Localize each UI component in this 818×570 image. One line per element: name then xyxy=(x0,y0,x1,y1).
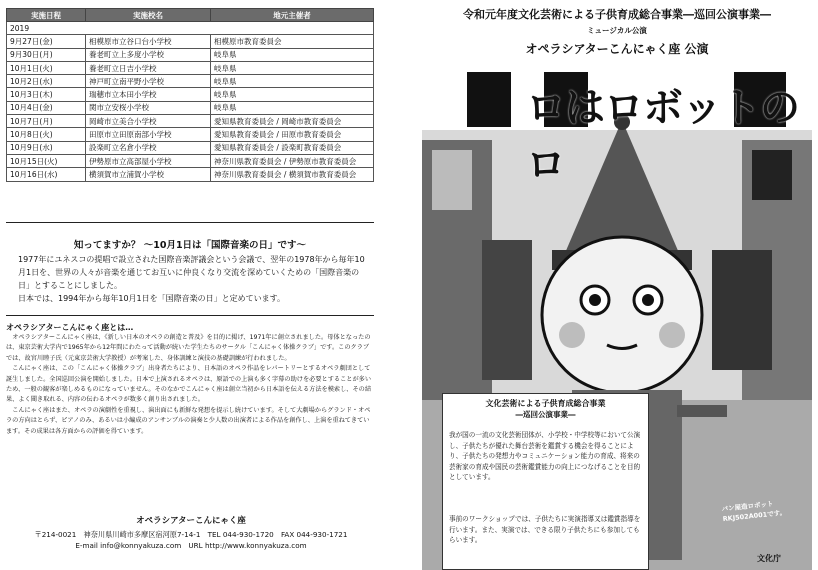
info-paragraph-2: 事前のワークショップでは、子供たちに実演指導又は鑑賞指導を行います。また、実演では、できる限り子供たちにも参加してもらいます。 xyxy=(449,515,641,545)
right-page xyxy=(409,0,818,570)
schedule-cell-organizer: 愛知県教育委員会 / 岡崎市教育委員会 xyxy=(211,115,374,128)
schedule-cell-school: 横須賀市立浦賀小学校 xyxy=(86,168,211,181)
schedule-cell-organizer: 岐阜県 xyxy=(211,48,374,61)
schedule-cell-date: 9月30日(月) xyxy=(7,48,86,61)
music-day-paragraph-1: 1977年にユネスコの提唱で設立された国際音楽評議会という会議で、翌年の1978年から毎年10月1日を、世界の人々が音楽を通じてお互いに仲良くなり交流を深めていくための「国際音楽の日」とすることにしました。 xyxy=(18,255,365,290)
schedule-cell-school: 伊勢原市立高部屋小学校 xyxy=(86,154,211,167)
schedule-cell-school: 養老町立日吉小学校 xyxy=(86,61,211,74)
schedule-cell-organizer: 岐阜県 xyxy=(211,101,374,114)
robot-side-note: パン屋造ロボットRKJ502A001です。 xyxy=(721,499,787,524)
schedule-cell-organizer: 岐阜県 xyxy=(211,75,374,88)
schedule-row xyxy=(7,88,374,101)
music-day-title: 知ってますか？ 〜10月1日は「国際音楽の日」です〜 xyxy=(73,240,307,251)
schedule-cell-school: 相模原市立谷口台小学校 xyxy=(86,35,211,48)
schedule-header-row xyxy=(7,9,374,22)
header-school: 実施校名 xyxy=(86,9,211,22)
schedule-cell-school: 養老町立上多度小学校 xyxy=(86,48,211,61)
header-organizer: 地元主催者 xyxy=(211,9,374,22)
poster xyxy=(422,0,812,570)
music-day-paragraph-2: 日本では、1994年から毎年10月1日を「国際音楽の日」と定めています。 xyxy=(18,294,285,303)
schedule-cell-school: 田原市立田原南部小学校 xyxy=(86,128,211,141)
program-info-box xyxy=(442,393,649,570)
about-paragraph-1: オペラシアターこんにゃく座は、《新しい日本のオペラの創造と普及》を目的に掲げ、1971年に創立されました。母体となったのは、東京芸術大学内で1965年から12年間にわたって活動が続いた学生たちのサークル「こんにゃく体操クラブ」です。このクラブでは、故宮川睦子氏（元東京芸術大学教授）が考案した、身体訓練と演技の基礎訓練が行われました。 xyxy=(6,334,371,362)
schedule-cell-date: 10月1日(火) xyxy=(7,61,86,74)
schedule-cell-date: 10月16日(水) xyxy=(7,168,86,181)
header-date: 実施日程 xyxy=(7,9,86,22)
schedule-cell-organizer: 愛知県教育委員会 / 田原市教育委員会 xyxy=(211,128,374,141)
schedule-row xyxy=(7,35,374,48)
contact-web: E-mail info@konnyakuza.com URL http://www.konnyakuza.com xyxy=(75,541,307,550)
schedule-row xyxy=(7,115,374,128)
schedule-cell-organizer: 相模原市教育委員会 xyxy=(211,35,374,48)
schedule-cell-organizer: 愛知県教育委員会 / 設楽町教育委員会 xyxy=(211,141,374,154)
info-paragraph-1: 我が国の一流の文化芸術団体が、小学校・中学校等において公演し、子供たちが優れた舞台芸術を鑑賞する機会を得ることにより、子供たちの発想力やコミュニケーション能力の育成、将来の芸術家の育成や国民の芸術鑑賞能力の向上につなげることを目的としています。 xyxy=(449,431,641,482)
schedule-cell-date: 10月7日(月) xyxy=(7,115,86,128)
poster-line-3: オペラシアターこんにゃく座 公演 xyxy=(525,42,709,56)
schedule-cell-organizer: 神奈川県教育委員会 / 伊勢原市教育委員会 xyxy=(211,154,374,167)
schedule-row xyxy=(7,141,374,154)
agency-logo: 文化庁 xyxy=(757,554,781,563)
schedule-row xyxy=(7,101,374,114)
schedule-cell-date: 10月3日(木) xyxy=(7,88,86,101)
schedule-cell-date: 10月2日(水) xyxy=(7,75,86,88)
schedule-row xyxy=(7,168,374,181)
contact-org: オペラシアターこんにゃく座 xyxy=(136,516,246,526)
about-heading: オペラシアターこんにゃく座とは… xyxy=(6,323,134,332)
about-paragraph-3: こんにゃく座はまた、オペラの演劇性を重視し、演出面にも新鮮な発想を提示し続けています。そして大劇場からグランド・オペラの方向はとらず、ピアノのみ、あるいは小編成のアンサンブルの演奏と少人数の出演者による作品を創作し、上演を重ねてきています。その成果は各方面からの評価を得ています。 xyxy=(6,406,371,435)
music-day-box xyxy=(6,222,374,316)
schedule-row xyxy=(7,48,374,61)
year-row xyxy=(7,22,374,35)
poster-line-1: 令和元年度文化芸術による子供育成総合事業―巡回公演事業― xyxy=(463,8,771,21)
schedule-cell-organizer: 岐阜県 xyxy=(211,88,374,101)
schedule-table xyxy=(6,8,374,182)
schedule-cell-date: 10月4日(金) xyxy=(7,101,86,114)
schedule-cell-school: 関市立安桜小学校 xyxy=(86,101,211,114)
schedule-cell-school: 設楽町立名倉小学校 xyxy=(86,141,211,154)
schedule-cell-school: 岡崎市立美合小学校 xyxy=(86,115,211,128)
schedule-cell-school: 神戸町立南平野小学校 xyxy=(86,75,211,88)
schedule-cell-date: 10月8日(火) xyxy=(7,128,86,141)
poster-line-2: ミュージカル公演 xyxy=(587,26,647,35)
schedule-row xyxy=(7,61,374,74)
schedule-row xyxy=(7,154,374,167)
poster-title xyxy=(474,70,804,188)
schedule-cell-date: 10月15日(火) xyxy=(7,154,86,167)
about-paragraph-2: こんにゃく座は、この「こんにゃく体操クラブ」出身者たちにより、日本語のオペラ作品をレパートリーとするオペラ劇団として誕生しました。全国巡回公演を開始しました。日本で上演されるオペラは、原語での上演も多く字幕の助けを必要とすることが多いため、一般の観客が楽しめるものになっていません。そのなかでこんにゃく座は創立当初から日本語を伝える方法を模索し、その結果、よく聞き取れる、内容の伝わるオペラが数多く創り出されました。 xyxy=(6,365,372,404)
year-cell: 2019 xyxy=(7,22,374,35)
contact-address: 〒214-0021 神奈川県川崎市多摩区宿河原7-14-1 TEL 044-930-1720 FAX 044-930-1721 xyxy=(34,530,348,539)
info-title-2: ―巡回公演事業― xyxy=(515,410,576,419)
schedule-cell-date: 10月9日(水) xyxy=(7,141,86,154)
info-title-1: 文化芸術による子供育成総合事業 xyxy=(485,399,606,408)
about-section xyxy=(6,322,374,437)
poster-title-text: ロはロボットのロ xyxy=(526,85,799,188)
schedule-cell-date: 9月27日(金) xyxy=(7,35,86,48)
schedule-cell-organizer: 岐阜県 xyxy=(211,61,374,74)
schedule-row xyxy=(7,75,374,88)
contact-block xyxy=(6,516,376,551)
schedule-cell-organizer: 神奈川県教育委員会 / 横須賀市教育委員会 xyxy=(211,168,374,181)
schedule-cell-school: 瑞穂市立本田小学校 xyxy=(86,88,211,101)
schedule-row xyxy=(7,128,374,141)
